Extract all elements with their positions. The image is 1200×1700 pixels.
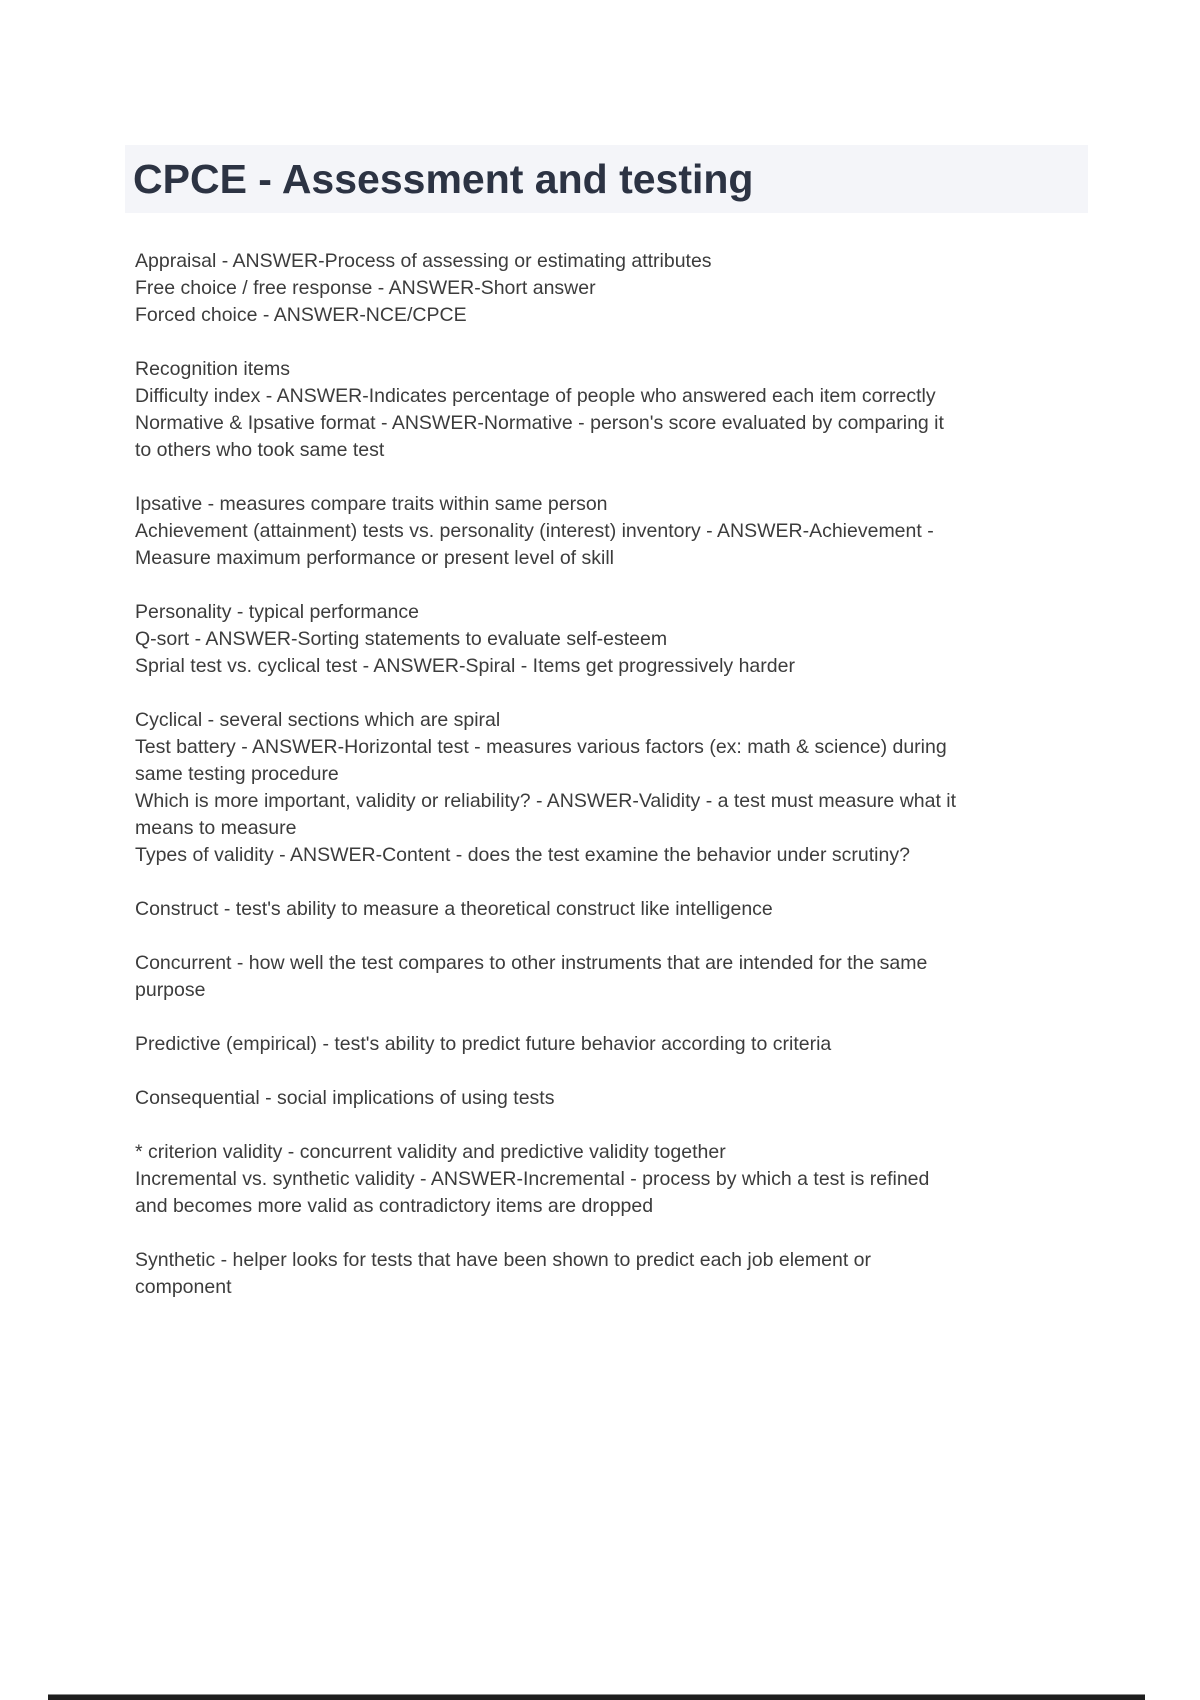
text-line: Recognition items xyxy=(135,358,290,380)
paragraph xyxy=(135,1085,1080,1112)
paragraph xyxy=(135,707,1080,869)
text-line: Personality - typical performance xyxy=(135,601,419,623)
title-bar xyxy=(125,145,1088,213)
text-line: Appraisal - ANSWER-Process of assessing or estimating attributes xyxy=(135,250,712,272)
paragraph xyxy=(135,248,1080,329)
paragraph xyxy=(135,491,1080,572)
paragraph xyxy=(135,1031,1080,1058)
text-line: Normative & Ipsative format - ANSWER-Normative - person's score evaluated by comparing it xyxy=(135,412,944,434)
text-line: means to measure xyxy=(135,817,297,839)
text-line: Measure maximum performance or present level of skill xyxy=(135,547,615,569)
text-line: to others who took same test xyxy=(135,439,385,461)
text-line: same testing procedure xyxy=(135,763,339,785)
paragraph xyxy=(135,1139,1080,1220)
text-line: Concurrent - how well the test compares to other instruments that are intended for the same xyxy=(135,952,928,974)
text-line: Difficulty index - ANSWER-Indicates percentage of people who answered each item correctly xyxy=(135,385,936,407)
text-line: Achievement (attainment) tests vs. personality (interest) inventory - ANSWER-Achievement - xyxy=(135,520,934,542)
paragraph xyxy=(135,896,1080,923)
text-line: Test battery - ANSWER-Horizontal test - measures various factors (ex: math & science) during xyxy=(135,736,947,758)
text-line: Ipsative - measures compare traits within same person xyxy=(135,493,608,515)
text-line: Consequential - social implications of using tests xyxy=(135,1087,555,1109)
text-line: purpose xyxy=(135,979,206,1001)
paragraph xyxy=(135,356,1080,464)
text-line: component xyxy=(135,1276,232,1298)
text-line: Free choice / free response - ANSWER-Short answer xyxy=(135,277,596,299)
text-line: Q-sort - ANSWER-Sorting statements to evaluate self-esteem xyxy=(135,628,668,650)
text-line: Incremental vs. synthetic validity - ANSWER-Incremental - process by which a test is refined xyxy=(135,1168,930,1190)
page-title: CPCE - Assessment and testing xyxy=(133,155,754,202)
text-line: Construct - test's ability to measure a theoretical construct like intelligence xyxy=(135,898,773,920)
text-line: Types of validity - ANSWER-Content - does the test examine the behavior under scrutiny? xyxy=(135,844,910,866)
text-line: and becomes more valid as contradictory items are dropped xyxy=(135,1195,654,1217)
paragraph xyxy=(135,1247,1080,1301)
text-line: Cyclical - several sections which are spiral xyxy=(135,709,501,731)
page-divider xyxy=(48,1694,1145,1700)
text-line: Predictive (empirical) - test's ability to predict future behavior according to criteria xyxy=(135,1033,832,1055)
text-line: Synthetic - helper looks for tests that have been shown to predict each job element or xyxy=(135,1249,872,1271)
document-body xyxy=(135,248,1080,1328)
paragraph xyxy=(135,950,1080,1004)
text-line: Forced choice - ANSWER-NCE/CPCE xyxy=(135,304,467,326)
text-line: Sprial test vs. cyclical test - ANSWER-Spiral - Items get progressively harder xyxy=(135,655,795,677)
text-line: Which is more important, validity or reliability? - ANSWER-Validity - a test must measure what it xyxy=(135,790,957,812)
paragraph xyxy=(135,599,1080,680)
text-line: * criterion validity - concurrent validity and predictive validity together xyxy=(135,1141,726,1163)
